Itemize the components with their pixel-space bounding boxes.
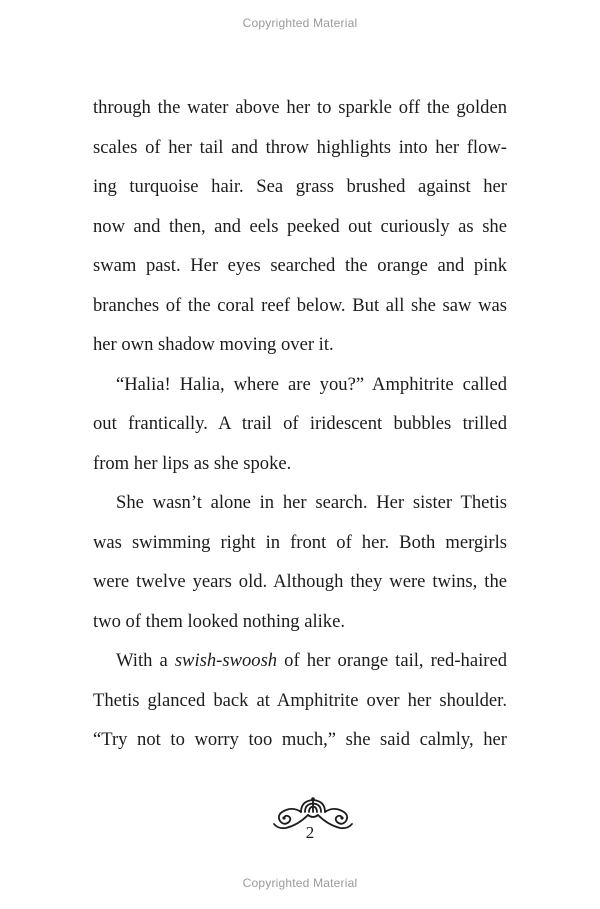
italic-sound-effect: swish-swoosh — [174, 650, 278, 671]
paragraph-2 — [93, 365, 507, 484]
text-line: now and then, and eels peeked out curiously as she — [93, 215, 507, 237]
text-line: her own shadow moving over it. — [93, 334, 334, 355]
text-line: through the water above her to sparkle off the golden — [93, 97, 507, 118]
text-line: was swimming right in front of her. Both mergirls — [93, 531, 507, 553]
text-line: scales of her tail and throw highlights into her flow- — [93, 136, 507, 158]
text-run: With a — [116, 650, 175, 671]
text-line: out frantically. A trail of iridescent bubbles trilled — [93, 413, 507, 434]
text-line: “Try not to worry too much,” she said calmly, her — [93, 729, 507, 750]
paragraph-1 — [93, 88, 507, 365]
text-line — [93, 641, 507, 681]
text-line: ing turquoise hair. Sea grass brushed against her — [93, 176, 507, 197]
copyright-watermark-top: Copyrighted Material — [242, 16, 358, 30]
body-text — [93, 88, 507, 760]
text-line: Thetis glanced back at Amphitrite over her shoulder. — [93, 689, 507, 711]
copyright-watermark-bottom: Copyrighted Material — [242, 876, 358, 890]
paragraph-4 — [93, 641, 507, 760]
text-line: swam past. Her eyes searched the orange and pink — [93, 255, 507, 276]
text-line: She wasn’t alone in her search. Her sister Thetis — [116, 492, 507, 513]
text-line: from her lips as she spoke. — [93, 452, 292, 474]
text-line: two of them looked nothing alike. — [93, 610, 346, 632]
text-run: of her orange tail, red-haired — [277, 650, 508, 671]
text-line: were twelve years old. Although they were twins, the — [93, 571, 507, 592]
page-number: 2 — [305, 823, 315, 842]
paragraph-3 — [93, 483, 507, 641]
text-line: branches of the coral reef below. But all she saw was — [93, 294, 507, 316]
text-line: “Halia! Halia, where are you?” Amphitrite called — [116, 373, 507, 395]
